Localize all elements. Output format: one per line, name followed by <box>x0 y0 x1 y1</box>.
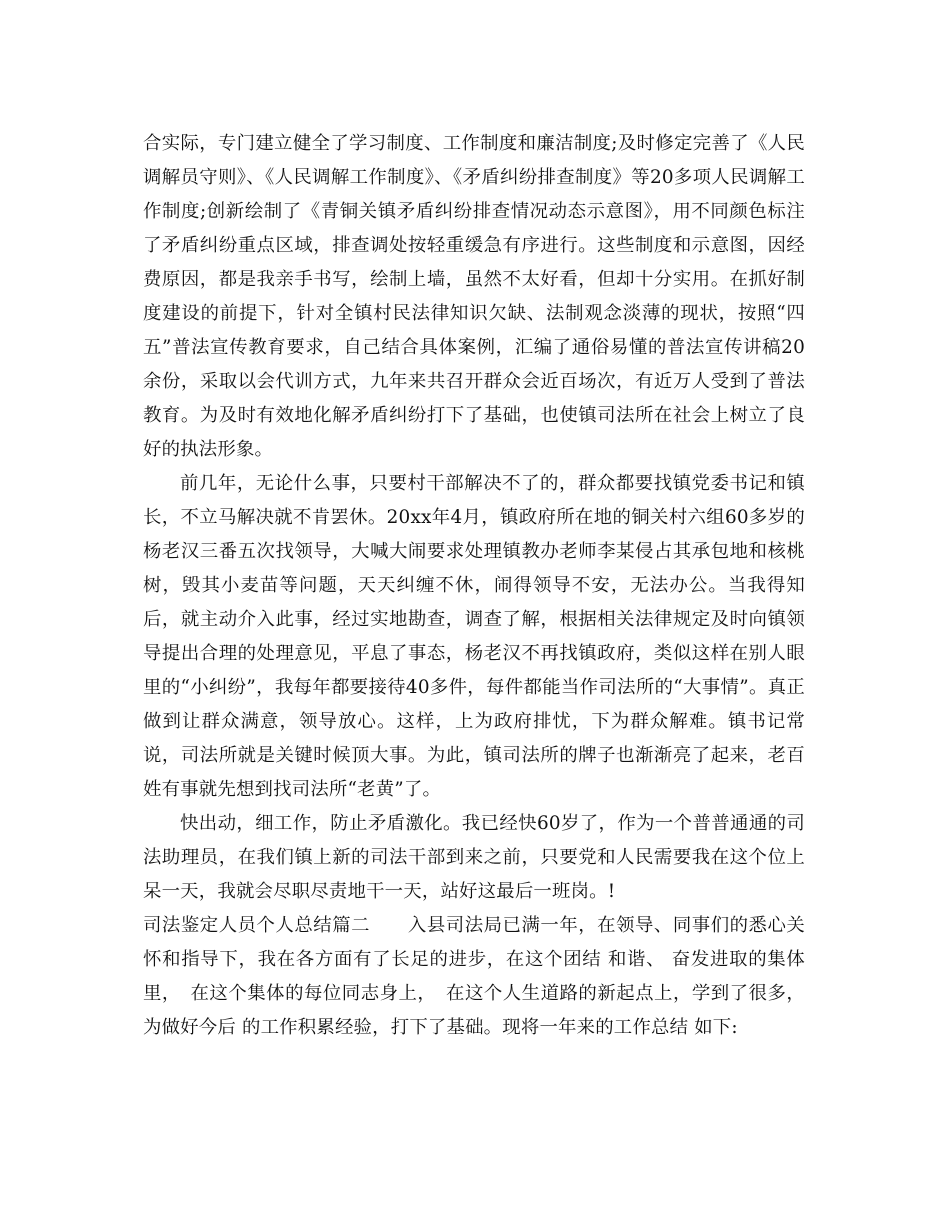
paragraph-1: 合实际，专门建立健全了学习制度、工作制度和廉洁制度;及时修定完善了《人民调解员守则》、《人民调解工作制度》、《矛盾纠纷排查制度》等20多项人民调解工作制度;创新绘制了《青铜关镇矛盾纠纷排查情况动态示意图》，用不同颜色标注了矛盾纠纷重点区域，排查调处按轻重缓急有序进行。这些制度和示意图，因经费原因，都是我亲手书写，绘制上墙，虽然不太好看，但却十分实用。在抓好制度建设的前提下，针对全镇村民法律知识欠缺、法制观念淡薄的现状，按照“四五”普法宣传教育要求，自己结合具体案例，汇编了通俗易懂的普法宣传讲稿20余份，采取以会代训方式，九年来共召开群众会近百场次，有近万人受到了普法教育。为及时有效地化解矛盾纠纷打下了基础，也使镇司法所在社会上树立了良好的执法形象。 <box>143 133 805 460</box>
paragraph-4: 司法鉴定人员个人总结篇二 入县司法局已满一年，在领导、同事们的悉心关怀和指导下，我在各方面有了长足的进步，在这个团结 和谐、 奋发进取的集体里， 在这个集体的每位同志身上， 在这个人生道路的新起点上，学到了很多，为做好今后 的工作积累经验，打下了基础。现将一年来的工作总结 如下: <box>143 915 805 1038</box>
document-body <box>143 127 805 1045</box>
paragraph-3: 快出动，细工作，防止矛盾激化。我已经快60岁了，作为一个普普通通的司法助理员，在我们镇上新的司法干部到来之前，只要党和人民需要我在这个位上呆一天，我就会尽职尽责地干一天，站好这最后一班岗。! <box>143 813 805 902</box>
paragraph-2: 前几年，无论什么事，只要村干部解决不了的，群众都要找镇党委书记和镇长，不立马解决就不肯罢休。20xx年4月，镇政府所在地的铜关村六组60多岁的杨老汉三番五次找领导，大喊大闹要求处理镇教办老师李某侵占其承包地和核桃树，毁其小麦苗等问题，天天纠缠不休，闹得领导不安，无法办公。当我得知后，就主动介入此事，经过实地勘查，调查了解，根据相关法律规定及时向镇领导提出合理的处理意见，平息了事态，杨老汉不再找镇政府，类似这样在别人眼里的“小纠纷”，我每年都要接待40多件，每件都能当作司法所的“大事情”。真正做到让群众满意，领导放心。这样，上为政府排忧，下为群众解难。镇书记常说，司法所就是关键时候顶大事。为此，镇司法所的牌子也渐渐亮了起来，老百姓有事就先想到找司法所“老黄”了。 <box>143 473 805 800</box>
